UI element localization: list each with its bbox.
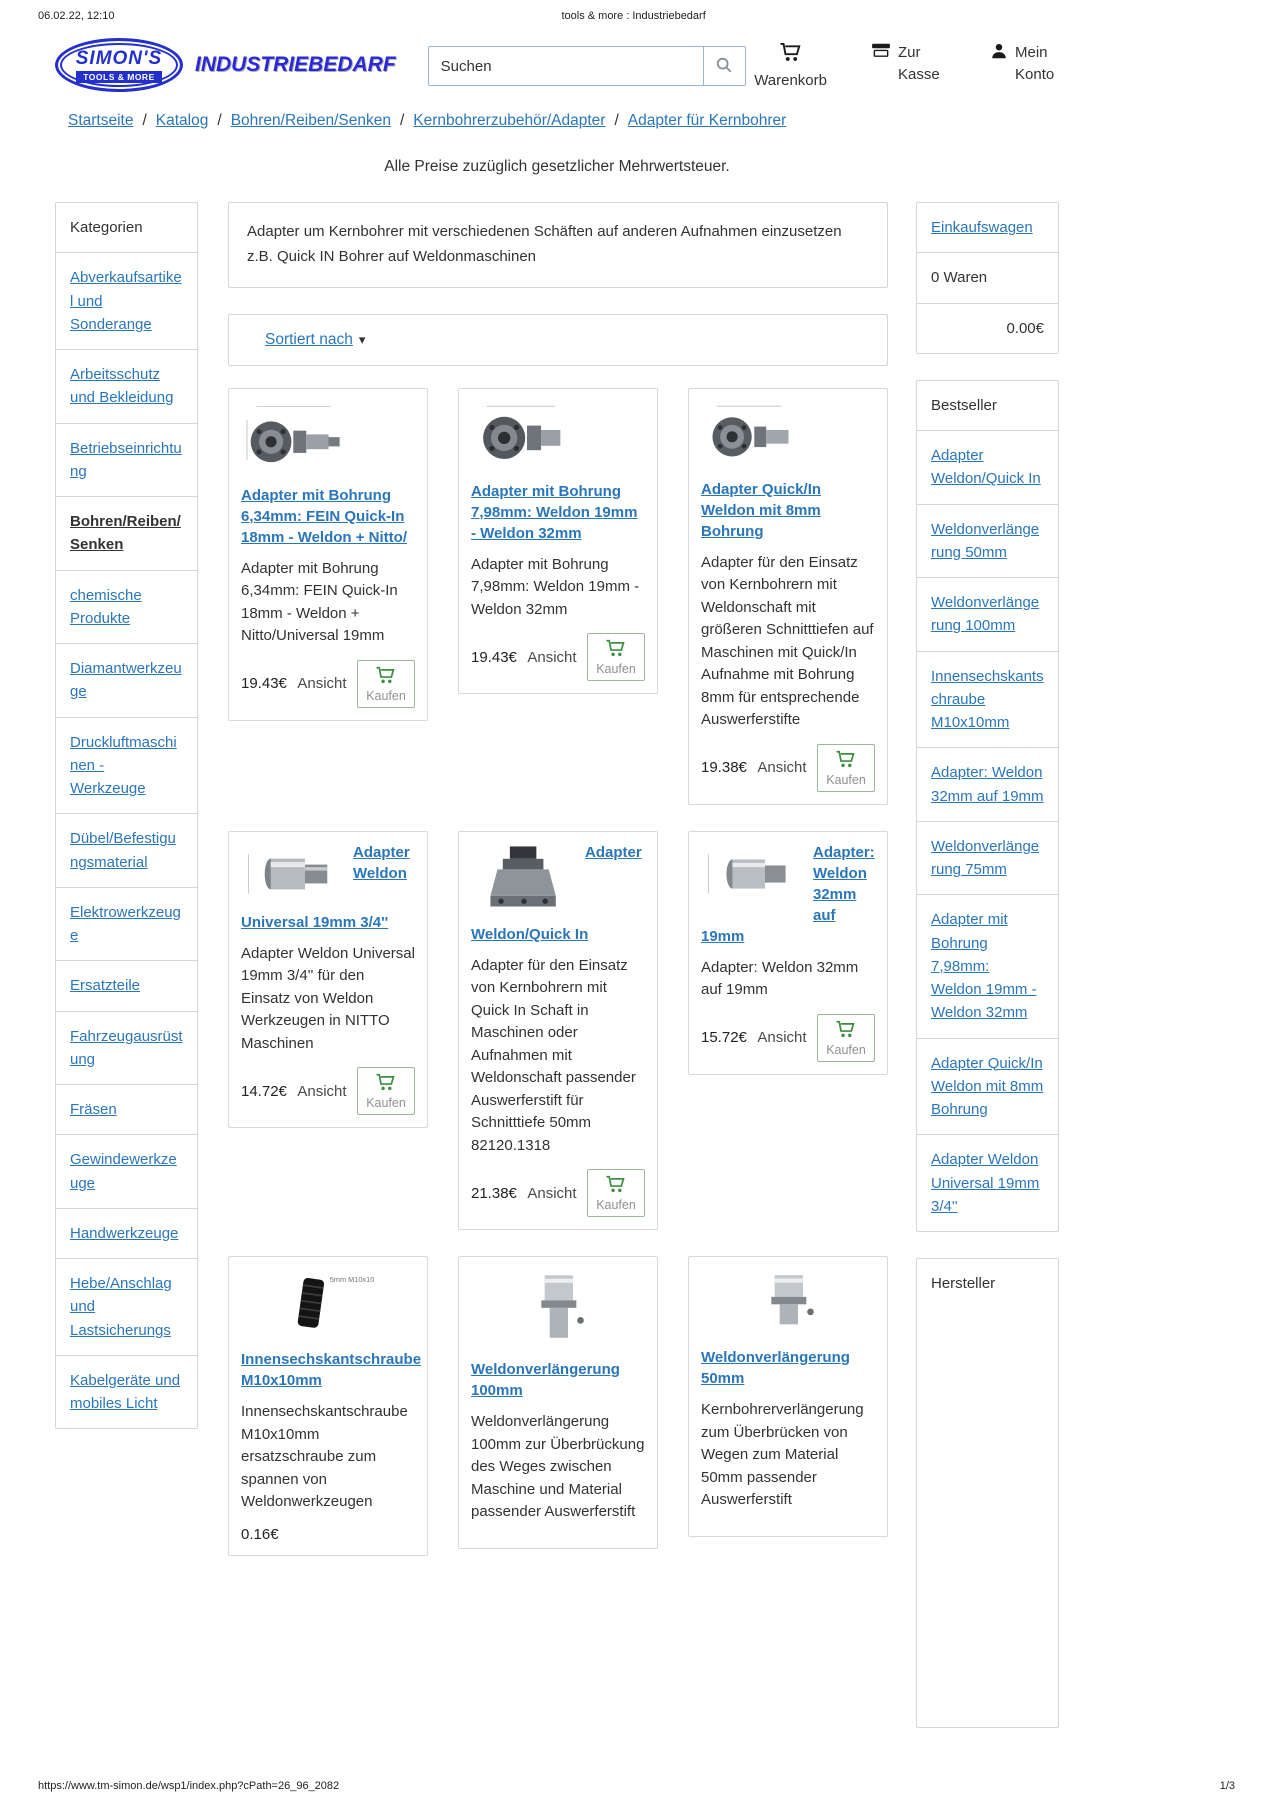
category-item[interactable] [56, 1011, 197, 1085]
logo-link[interactable] [55, 38, 396, 92]
category-item[interactable] [56, 252, 197, 349]
cart-icon [605, 1175, 627, 1197]
cart-icon [375, 666, 397, 688]
simons-logo-icon: SIMON'S TOOLS & MORE [55, 38, 183, 92]
cart-total: 0.00€ [917, 303, 1058, 353]
product-actions [471, 633, 645, 681]
category-item[interactable] [56, 1134, 197, 1208]
product-price: 21.38€ [471, 1184, 517, 1202]
search-input[interactable] [428, 46, 704, 86]
cart-summary-box [916, 202, 1059, 354]
chevron-down-icon [359, 331, 366, 348]
product-description: Adapter Weldon Universal 19mm 3/4'' für den Einsatz von Weldon Werkzeugen in NITTO Maschinen [241, 944, 415, 1052]
view-button[interactable]: Ansicht [295, 1079, 348, 1104]
category-link-chemische[interactable]: chemische Produkte [70, 586, 142, 627]
product-actions [241, 660, 415, 708]
category-link-elektro[interactable]: Elektrowerkzeuge [70, 903, 181, 944]
category-link-abverkauf[interactable]: Abverkaufsartikel und Sonderange [70, 269, 182, 333]
category-link-fahrzeug[interactable]: Fahrzeugausrüstung [70, 1027, 183, 1068]
category-item-current[interactable] [56, 496, 197, 570]
category-link-fraesen[interactable]: Fräsen [70, 1101, 117, 1118]
view-button[interactable]: Ansicht [755, 755, 808, 780]
category-item[interactable] [56, 423, 197, 497]
product-actions [241, 1526, 415, 1543]
cart-icon [375, 1073, 397, 1095]
product-card [458, 1256, 658, 1549]
category-item[interactable] [56, 1258, 197, 1355]
product-card [228, 831, 428, 1129]
print-title: tools & more : Industriebedarf [561, 10, 706, 22]
print-url: https://www.tm-simon.de/wsp1/index.php?cPath=26_96_2082 [38, 1780, 340, 1792]
product-price: 19.43€ [471, 648, 517, 666]
view-button[interactable]: Ansicht [525, 1181, 578, 1206]
category-item[interactable] [56, 960, 197, 1010]
category-item[interactable] [56, 887, 197, 961]
product-actions [701, 1014, 875, 1062]
category-link-duebel[interactable]: Dübel/Befestigungsmaterial [70, 830, 176, 871]
breadcrumb-separator: / [142, 112, 147, 129]
category-link-diamant[interactable]: Diamantwerkzeuge [70, 660, 182, 701]
product-title-link[interactable]: Adapter Quick/In Weldon mit 8mm Bohrung [701, 480, 822, 540]
product-image [701, 844, 805, 908]
category-link-ersatzteile[interactable]: Ersatzteile [70, 977, 141, 995]
buy-button[interactable]: Kaufen [357, 1067, 415, 1115]
bestseller-link[interactable]: Adapter: Weldon 32mm auf 19mm [931, 764, 1044, 805]
bestseller-box [916, 380, 1059, 1232]
product-image [471, 844, 577, 920]
bestseller-link[interactable]: Adapter mit Bohrung 7,98mm: Weldon 19mm - Weldon 32mm [931, 911, 1037, 1022]
cart-icon [835, 1020, 857, 1042]
bestseller-link[interactable]: Adapter Weldon Universal 19mm 3/4'' [931, 1151, 1040, 1215]
tax-notice: Alle Preise zuzüglich gesetzlicher Mehrwertsteuer. [384, 158, 730, 175]
buy-button[interactable]: Kaufen [817, 744, 875, 792]
category-description: Adapter um Kernbohrer mit verschiedenen Schäften auf anderen Aufnahmen einzusetzen z.B. Quick IN Bohrer auf Weldonmaschinen [228, 202, 888, 288]
cart-icon [605, 639, 627, 661]
product-title-link[interactable]: Weldonverlängerung 100mm [471, 1361, 620, 1399]
product-image [241, 401, 353, 481]
product-title-link[interactable]: Weldonverlängerung 50mm [701, 1349, 850, 1387]
search-button[interactable] [704, 46, 746, 86]
view-button[interactable]: Ansicht [755, 1025, 808, 1050]
product-description: Adapter mit Bohrung 6,34mm: FEIN Quick-In 18mm - Weldon + Nitto/Universal 19mm [241, 559, 398, 644]
product-card [458, 388, 658, 695]
product-image [471, 401, 583, 477]
category-item[interactable] [56, 1355, 197, 1429]
cart-summary-link[interactable]: Einkaufswagen [931, 219, 1033, 236]
category-link-arbeitsschutz[interactable]: Arbeitsschutz und Bekleidung [70, 366, 174, 407]
hersteller-title: Hersteller [931, 1275, 996, 1292]
category-item[interactable] [56, 349, 197, 423]
right-sidebar [916, 202, 1059, 1754]
search-bar [428, 46, 746, 86]
buy-button[interactable]: Kaufen [587, 1169, 645, 1217]
category-item[interactable] [56, 1084, 197, 1134]
user-icon [990, 42, 1008, 64]
categories-title: Kategorien [70, 219, 143, 236]
view-button[interactable]: Ansicht [525, 645, 578, 670]
checkout-icon [871, 42, 891, 62]
breadcrumb-link-adapter[interactable]: Adapter für Kernbohrer [627, 112, 787, 129]
category-link-druckluft[interactable]: Druckluftmaschinen - Werkzeuge [70, 733, 177, 797]
product-card [688, 388, 888, 805]
product-actions [241, 1067, 415, 1115]
breadcrumb-separator: / [399, 112, 405, 129]
product-title-link[interactable]: Adapter mit Bohrung 7,98mm: Weldon 19mm - Weldon 32mm [471, 482, 638, 542]
buy-button[interactable]: Kaufen [587, 633, 645, 681]
category-link-gewinde[interactable]: Gewindewerkzeuge [70, 1151, 177, 1192]
product-description: Kernbohrerverlängerung zum Überbrücken von Wegen zum Material 50mm passender Auswerferstift [701, 1401, 864, 1508]
product-description: Weldonverlängerung 100mm zur Überbrückung des Weges zwischen Maschine und Material passender Auswerferstift [471, 1413, 645, 1520]
category-item[interactable] [56, 1208, 197, 1258]
product-card [688, 831, 888, 1075]
cart-icon [835, 750, 857, 772]
cart-item-count: 0 Waren [917, 252, 1058, 302]
category-item[interactable] [56, 717, 197, 814]
product-price: 14.72€ [241, 1082, 287, 1100]
product-price: 0.16€ [241, 1525, 279, 1543]
bestseller-link[interactable]: Weldonverlängerung 100mm [931, 594, 1040, 635]
buy-button[interactable]: Kaufen [817, 1014, 875, 1062]
product-card [688, 1256, 888, 1537]
breadcrumb-link-kernbohrerzubehoer[interactable]: Kernbohrerzubehör/Adapter [413, 112, 606, 129]
sort-bar [228, 314, 888, 366]
category-link-bohren[interactable]: Bohren/Reiben/Senken [70, 513, 181, 554]
product-actions [471, 1169, 645, 1217]
print-page-number: 1/3 [1219, 1780, 1235, 1792]
cart-link[interactable]: Warenkorb [754, 42, 827, 92]
category-link-kabel[interactable]: Kabelgeräte und mobiles Licht [70, 1371, 181, 1412]
product-title-link[interactable]: Adapter Weldon Universal 19mm 3/4'' [241, 843, 410, 931]
product-image [471, 1269, 645, 1349]
product-card [228, 388, 428, 721]
product-card [228, 1256, 428, 1556]
breadcrumb-link-bohren[interactable]: Bohren/Reiben/Senken [230, 112, 391, 129]
product-description: Adapter für den Einsatz von Kernbohrern mit Quick In Schaft in Maschinen oder Aufnahmen mit Weldonschaft passender Auswerferstift für Schnitttiefe 50mm 82120.1318 [471, 956, 636, 1154]
bestseller-link[interactable]: Weldonverlängerung 75mm [931, 837, 1040, 878]
category-item[interactable] [56, 813, 197, 887]
product-title-link[interactable]: Innensechskantschraube M10x10mm [241, 1351, 422, 1389]
print-footer [38, 1776, 1235, 1792]
product-description: Adapter für den Einsatz von Kernbohrern mit Weldonschaft mit größeren Schnitttiefen auf Maschinen mit Quick/In Aufnahme mit Bohrung 8mm für entsprechende Auswerferstifte [701, 553, 874, 728]
category-item[interactable] [56, 643, 197, 717]
product-title-link[interactable]: Adapter: Weldon 32mm auf 19mm [701, 843, 875, 945]
hersteller-box [916, 1258, 1059, 1728]
product-image [701, 1269, 875, 1337]
search-icon [715, 56, 733, 77]
category-link-hebe[interactable]: Hebe/Anschlag und Lastsicherungs [70, 1275, 172, 1339]
product-description: Adapter mit Bohrung 7,98mm: Weldon 19mm - Weldon 32mm [471, 555, 640, 618]
product-price: 19.43€ [241, 675, 287, 692]
bestseller-link[interactable]: Adapter Weldon/Quick In [931, 447, 1041, 488]
categories-sidebar [55, 202, 198, 1429]
content-columns [55, 202, 1273, 1754]
product-actions [701, 744, 875, 792]
breadcrumb-separator: / [217, 112, 222, 129]
bestseller-title: Bestseller [931, 396, 997, 414]
product-description: Adapter: Weldon 32mm auf 19mm [701, 958, 859, 998]
bestseller-link[interactable]: Adapter Quick/In Weldon mit 8mm Bohrung [931, 1054, 1044, 1118]
product-image [701, 401, 811, 475]
bestseller-link[interactable]: Weldonverlängerung 50mm [931, 520, 1040, 561]
breadcrumb-link-katalog[interactable]: Katalog [155, 112, 209, 129]
category-link-handwerkzeuge[interactable]: Handwerkzeuge [70, 1224, 179, 1242]
screw-dimension-label: 5mm M10x10 [329, 1275, 375, 1285]
product-title-link[interactable]: Adapter mit Bohrung 6,34mm: FEIN Quick-In 18mm - Weldon + Nitto/ [241, 486, 407, 546]
breadcrumb-separator: / [614, 112, 619, 129]
product-description: Innensechskantschraube M10x10mm ersatzschraube zum spannen von Weldonwerkzeugen [241, 1403, 408, 1510]
bestseller-link[interactable]: Innensechskantschraube M10x10mm [931, 667, 1044, 731]
product-price: 19.38€ [701, 759, 747, 776]
category-link-betriebseinrichtung[interactable]: Betriebseinrichtung [70, 439, 182, 480]
brand-title: INDUSTRIEBEDARF [195, 53, 396, 76]
view-button[interactable]: Ansicht [295, 671, 348, 696]
product-price: 15.72€ [701, 1029, 747, 1046]
sort-dropdown[interactable]: Sortiert nach [265, 330, 353, 348]
header-links [754, 42, 1063, 92]
product-image [241, 844, 345, 908]
category-item[interactable] [56, 570, 197, 644]
checkout-link[interactable]: Zur Kasse [871, 42, 946, 92]
cart-icon [779, 42, 803, 67]
buy-button[interactable]: Kaufen [357, 660, 415, 708]
product-title-link[interactable]: Adapter Weldon/Quick In [471, 843, 642, 943]
breadcrumb-link-startseite[interactable]: Startseite [68, 112, 134, 129]
account-link[interactable]: Mein Konto [990, 42, 1063, 92]
print-datetime: 06.02.22, 12:10 [38, 10, 115, 22]
product-card [458, 831, 658, 1231]
breadcrumb [68, 112, 1273, 130]
product-grid [228, 388, 888, 1556]
main-content [228, 202, 888, 1556]
product-image [241, 1269, 415, 1339]
